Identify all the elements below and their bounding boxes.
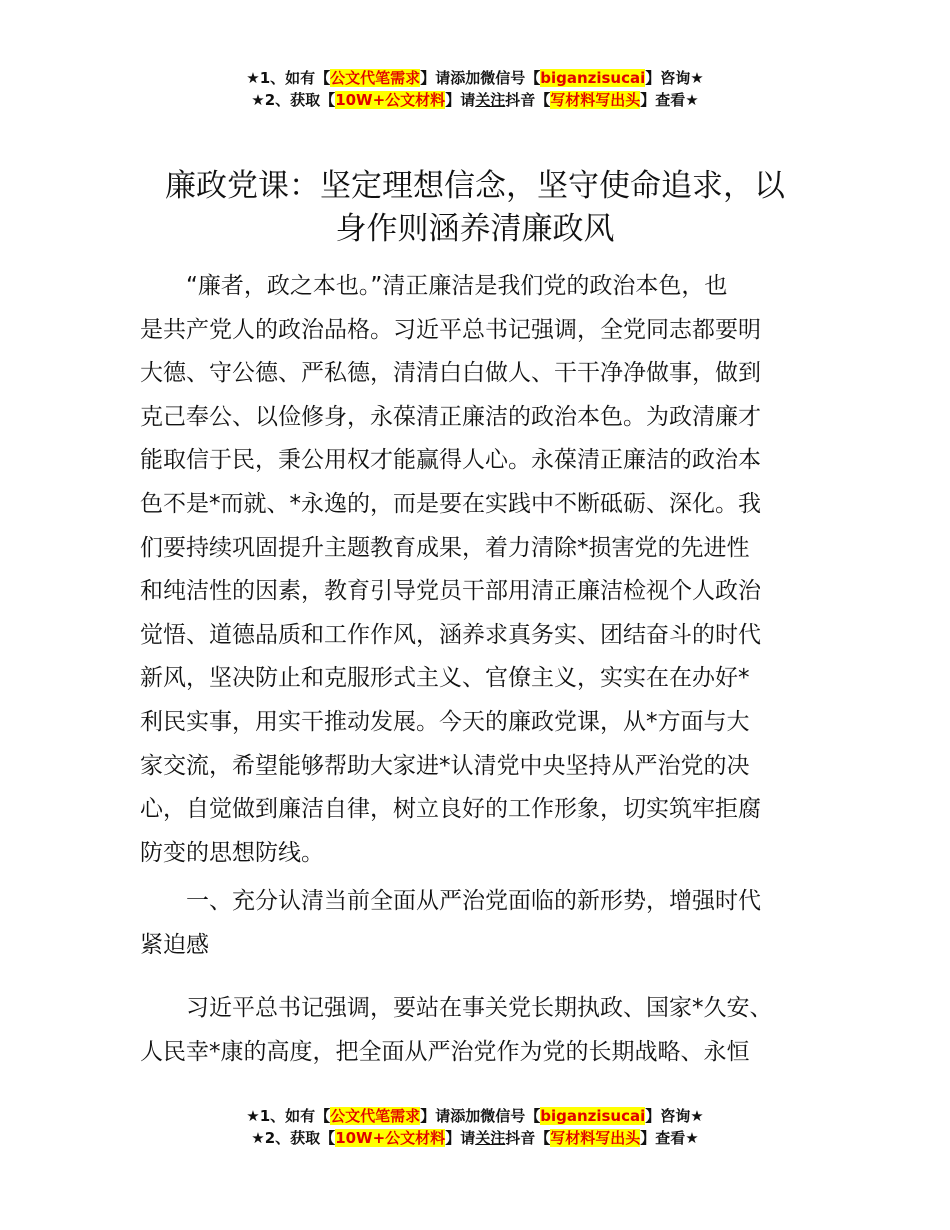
title-line: 身作则涵养清廉政风 (335, 211, 615, 247)
paragraph-line: 防变的思想防线。 (140, 839, 324, 866)
section-1-paragraph (140, 987, 815, 1074)
header-banner (0, 67, 950, 111)
paragraph-line: 心，自觉做到廉洁自律，树立良好的工作形象，切实筑牢拒腐 (140, 796, 761, 823)
banner-text: 抖音【 (505, 1129, 551, 1147)
banner-text: 】请添加微信号【 (420, 69, 541, 87)
paragraph-line: 人民幸*康的高度，把全面从严治党作为党的长期战略、永恒 (140, 1038, 750, 1065)
banner-highlight: 10W+公文材料 (335, 91, 446, 109)
document-title (140, 165, 810, 251)
banner-text: 】查看★ (640, 1129, 699, 1147)
banner-line-2 (0, 89, 950, 111)
section-heading-1 (140, 880, 815, 967)
banner-text: 】咨询★ (645, 1107, 704, 1125)
title-line: 廉政党课：坚定理想信念，坚守使命追求，以 (165, 168, 785, 204)
banner-underlined-text: 关注 (475, 91, 506, 109)
banner-text: 】请添加微信号【 (420, 1107, 541, 1125)
paragraph-line: 克己奉公、以俭修身，永葆清正廉洁的政治本色。为政清廉才 (140, 403, 761, 430)
banner-text: 抖音【 (505, 91, 551, 109)
paragraph-line: 新风，坚决防止和克服形式主义、官僚主义，实实在在办好* (140, 665, 750, 692)
paragraph-line: 和纯洁性的因素，教育引导党员干部用清正廉洁检视个人政治 (140, 578, 761, 605)
paragraph-line: 是共产党人的政治品格。习近平总书记强调，全党同志都要明 (140, 316, 761, 343)
banner-douyin-account: 写材料写出头 (550, 91, 641, 109)
banner-line-2 (0, 1127, 950, 1149)
banner-text: ★1、如有【 (246, 69, 331, 87)
footer-banner (0, 1105, 950, 1149)
banner-highlight: 10W+公文材料 (335, 1129, 446, 1147)
paragraph-line: 习近平总书记强调，要站在事关党长期执政、国家*久安、 (140, 995, 773, 1021)
paragraph-line: 大德、守公德、严私德，清清白白做人、干干净净做事，做到 (140, 360, 761, 387)
banner-text: 】查看★ (640, 91, 699, 109)
banner-text: ★1、如有【 (246, 1107, 331, 1125)
banner-highlight: 公文代笔需求 (330, 69, 421, 87)
banner-line-1 (0, 67, 950, 89)
banner-underlined-text: 关注 (475, 1129, 506, 1147)
paragraph-line: 利民实事，用实干推动发展。今天的廉政党课，从*方面与大 (140, 708, 750, 735)
banner-highlight: 公文代笔需求 (330, 1107, 421, 1125)
paragraph-line: 能取信于民，秉公用权才能赢得人心。永葆清正廉洁的政治本 (140, 447, 761, 474)
heading-line: 紧迫感 (140, 931, 209, 958)
banner-text: ★2、获取【 (251, 91, 336, 109)
banner-text: ★2、获取【 (251, 1129, 336, 1147)
banner-wechat-id: biganzisucai (540, 1107, 646, 1125)
paragraph-line: 色不是*而就、*永逸的，而是要在实践中不断砥砺、深化。我 (140, 490, 761, 517)
banner-text: 】咨询★ (645, 69, 704, 87)
banner-text: 】请 (445, 91, 476, 109)
paragraph-line: 觉悟、道德品质和工作作风，涵养求真务实、团结奋斗的时代 (140, 621, 761, 648)
paragraph-line: 们要持续巩固提升主题教育成果，着力清除*损害党的先进性 (140, 534, 750, 561)
heading-line: 一、充分认清当前全面从严治党面临的新形势，增强时代 (140, 888, 761, 914)
banner-text: 】请 (445, 1129, 476, 1147)
banner-wechat-id: biganzisucai (540, 69, 646, 87)
paragraph-line: “廉者，政之本也。”清正廉洁是我们党的政治本色，也 (140, 273, 728, 299)
banner-line-1 (0, 1105, 950, 1127)
paragraph-line: 家交流，希望能够帮助大家进*认清党中央坚持从严治党的决 (140, 752, 750, 779)
banner-douyin-account: 写材料写出头 (550, 1129, 641, 1147)
intro-paragraph (140, 265, 815, 875)
